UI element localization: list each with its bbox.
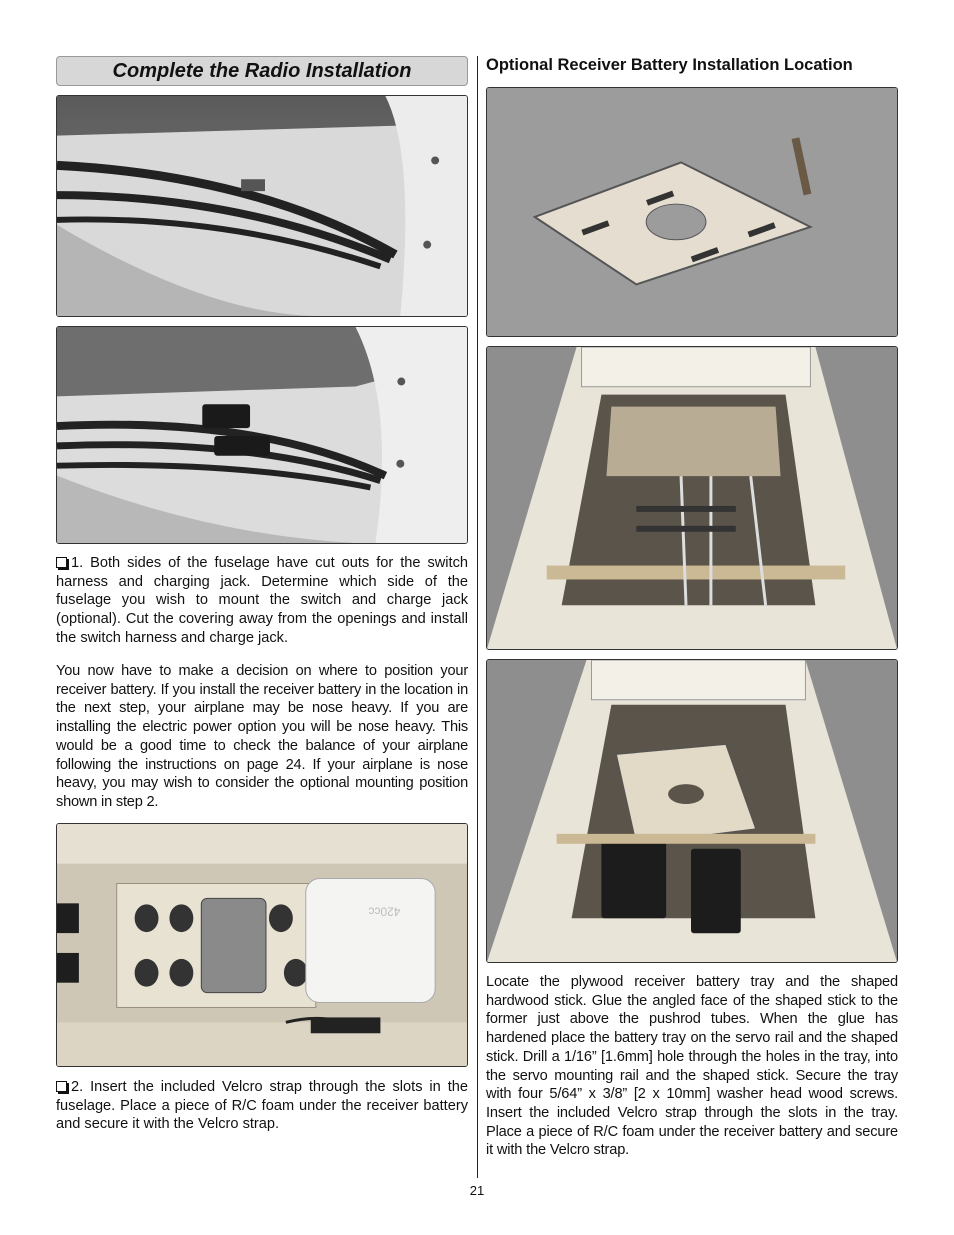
right-column [486,56,898,74]
step2-paragraph [56,1078,468,1134]
photo-battery-velcro [56,823,468,1067]
section-title-banner [56,56,468,86]
right-heading: Optional Receiver Battery Installation Location [486,56,853,74]
tank-label: 420cc [368,904,401,919]
photo-fuselage-interior [486,346,898,650]
left-column [56,56,468,86]
photo-switch-installed [56,326,468,544]
step1-paragraph [56,554,468,648]
step1-number: 1. [71,555,84,571]
step1-checkbox[interactable] [56,557,67,568]
step2-checkbox[interactable] [56,1081,67,1092]
step1-text: Both sides of the fuselage have cut outs for the switch harness and charging jack. Determine which side of the fuselage you wish to mount the switch and charge jack (optional). Cut the covering away from the openings and install the switch harness and charge jack. [56,555,468,646]
right-body-paragraph: Locate the plywood receiver battery tray and the shaped hardwood stick. Glue the angled face of the shaped stick to the former just above the pushrod tubes. When the glue has hardened place the battery tray on the servo rail and the shaped stick. Drill a 1/16” [1.6mm] hole through the holes in the tray, into the servo mounting rail and the shaped stick. Secure the tray with four 5/64” x 3/8” [2 x 10mm] washer head wood screws. Insert the included Velcro strap through the slots in the tray. Place a piece of R/C foam under the receiver battery and secure it with the Velcro strap. [486,974,898,1159]
photo-tray-installed [486,659,898,963]
step2-number: 2. [71,1079,84,1095]
page-number: 21 [469,1183,485,1198]
step2-text: Insert the included Velcro strap through the slots in the fuselage. Place a piece of R/C foam under the receiver battery and secure it with the Velcro strap. [56,1079,468,1133]
photo-fuselage-cutout [56,95,468,317]
section-title: Complete the Radio Installation [112,59,412,82]
photo-plywood-tray [486,87,898,337]
decision-paragraph: You now have to make a decision on where to position your receiver battery. If you install the receiver battery in the location in the next step, your airplane may be nose heavy. If you are installing the electric power option you will be nose heavy. This would be a good time to check the balance of your airplane following the instructions on page 24. If your airplane is nose heavy, you may wish to consider the optional mounting position shown in step 2. [56,663,468,810]
column-divider [477,56,478,1178]
